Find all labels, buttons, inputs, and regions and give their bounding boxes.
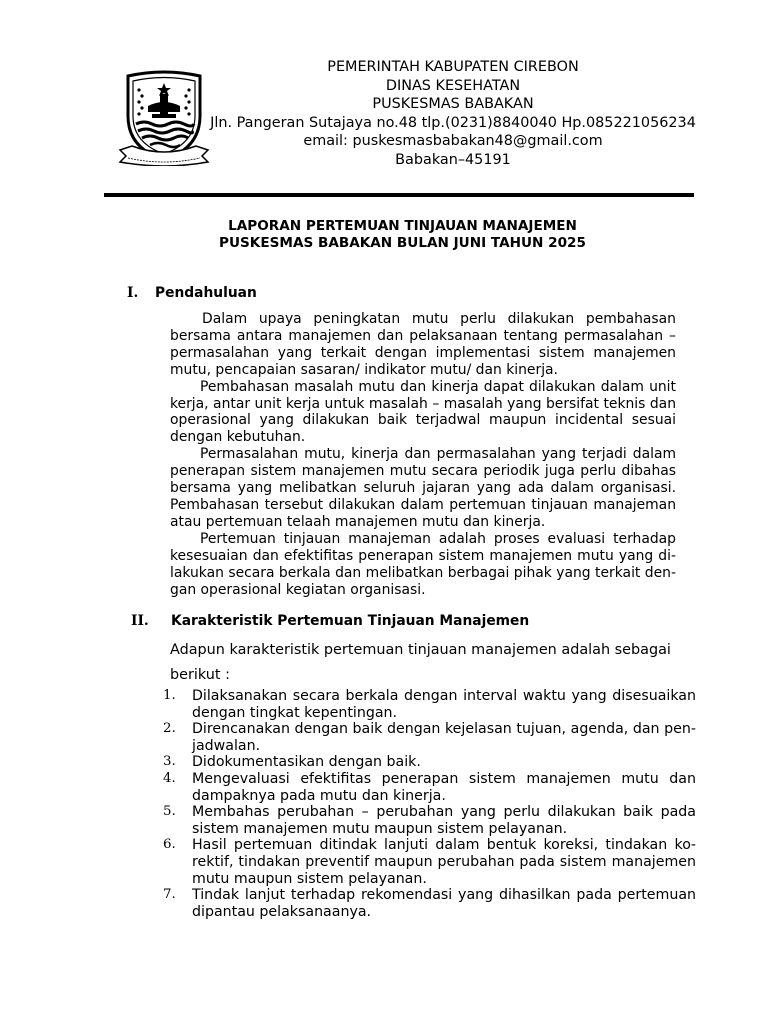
report-title-line2: PUSKESMAS BABAKAN BULAN JUNI TAHUN 2025	[219, 234, 586, 251]
section-heading-karakteristik	[131, 613, 551, 629]
list-item	[161, 721, 696, 754]
intro-line: Adapun karakteristik pertemuan tinjauan manajemen adalah sebagai	[170, 642, 671, 658]
list-item	[161, 688, 696, 721]
list-number: 1.	[163, 688, 176, 703]
section-number: I.	[127, 285, 139, 301]
list-item	[161, 754, 696, 771]
report-title-line1: LAPORAN PERTEMUAN TINJAUAN MANAJEMEN	[228, 218, 577, 234]
letterhead-text	[210, 58, 696, 170]
section-heading-pendahuluan	[127, 285, 427, 301]
list-text: Direncanakan dengan baik dengan kejelasan tujuan, agenda, dan penjadwalan.	[192, 721, 696, 754]
letterhead-divider	[104, 193, 694, 197]
list-item	[161, 804, 696, 837]
paragraph: Pembahasan masalah mutu dan kinerja dapat dilakukan dalam unit kerja, antar unit kerja untuk masalah – masalah yang bersifat teknis dan operasional yang dilakukan baik terjadwal maupun incidental sesuai dengan kebutuhan.	[170, 378, 676, 446]
section-number: II.	[131, 613, 149, 629]
address-line: Jln. Pangeran Sutajaya no.48 tlp.(0231)8840040 Hp.085221056234	[210, 114, 696, 131]
pendahuluan-body	[170, 311, 676, 598]
list-text: Mengevaluasi efektifitas penerapan sistem manajemen mutu dan dampaknya pada mutu dan kinerja.	[192, 770, 696, 804]
paragraph: Pertemuan tinjauan manajeman adalah proses evaluasi terhadap kesesuaian dan efektifitas penerapan sistem manajemen mutu yang dilakukan secara berkala dan melibatkan berbagai pihak yang terkait dengan operasional kegiatan organisasi.	[170, 530, 676, 598]
list-text: Hasil pertemuan ditindak lanjuti dalam bentuk koreksi, tindakan korektif, tindakan preventif maupun perubahan pada sistem manajemen mutu maupun sistem pelayanan.	[192, 837, 696, 887]
list-item	[161, 887, 696, 920]
list-text: Dilaksanakan secara berkala dengan interval waktu yang disesuaikan dengan tingkat kepentingan.	[192, 688, 696, 721]
list-text: Tindak lanjut terhadap rekomendasi yang dihasilkan pada pertemuan dipantau pelaksanaanya.	[192, 887, 696, 920]
section-title: Pendahuluan	[155, 285, 257, 301]
list-text: Didokumentasikan dengan baik.	[192, 754, 421, 771]
list-item	[161, 837, 696, 887]
section-title: Karakteristik Pertemuan Tinjauan Manajemen	[171, 613, 530, 629]
government-name: PEMERINTAH KABUPATEN CIREBON	[327, 59, 579, 75]
list-number: 4.	[163, 770, 176, 786]
list-number: 6.	[163, 837, 176, 853]
department-name: DINAS KESEHATAN	[385, 77, 521, 94]
coat-of-arms-icon	[118, 70, 210, 166]
paragraph: Permasalahan mutu, kinerja dan permasalahan yang terjadi dalam penerapan sistem manajemen mutu secara periodik juga perlu dibahas bersama yang melibatkan seluruh jajaran yang ada dalam organisasi. Pembahasan tersebut dilakukan dalam pertemuan tinjauan manajeman atau pertemuan telaah manajemen mutu dan kinerja.	[170, 446, 676, 530]
list-number: 2.	[163, 721, 176, 737]
paragraph: Dalam upaya peningkatan mutu perlu dilakukan pembahasan bersama antara manajemen dan pelaksanaan tentang permasalahan – permasalahan yang terkait dengan implementasi sistem manajemen mutu, pencapaian sasaran/ indikator mutu/ dan kinerja.	[170, 311, 676, 378]
list-text: Membahas perubahan – perubahan yang perlu dilakukan baik pada sistem manajemen mutu maupun sistem pelayanan.	[192, 804, 696, 837]
karakteristik-intro	[170, 638, 676, 688]
list-number: 5.	[163, 804, 176, 820]
list-number: 3.	[163, 754, 176, 770]
report-title	[150, 218, 655, 252]
list-number: 7.	[163, 887, 176, 903]
puskesmas-name: PUSKESMAS BABAKAN	[372, 96, 534, 113]
postal-line: Babakan–45191	[395, 151, 511, 168]
karakteristik-list	[161, 688, 696, 920]
list-item	[161, 771, 696, 804]
letterhead	[0, 0, 768, 200]
email-line: email: puskesmasbabakan48@gmail.com	[303, 133, 603, 150]
intro-line: berikut :	[170, 667, 230, 683]
